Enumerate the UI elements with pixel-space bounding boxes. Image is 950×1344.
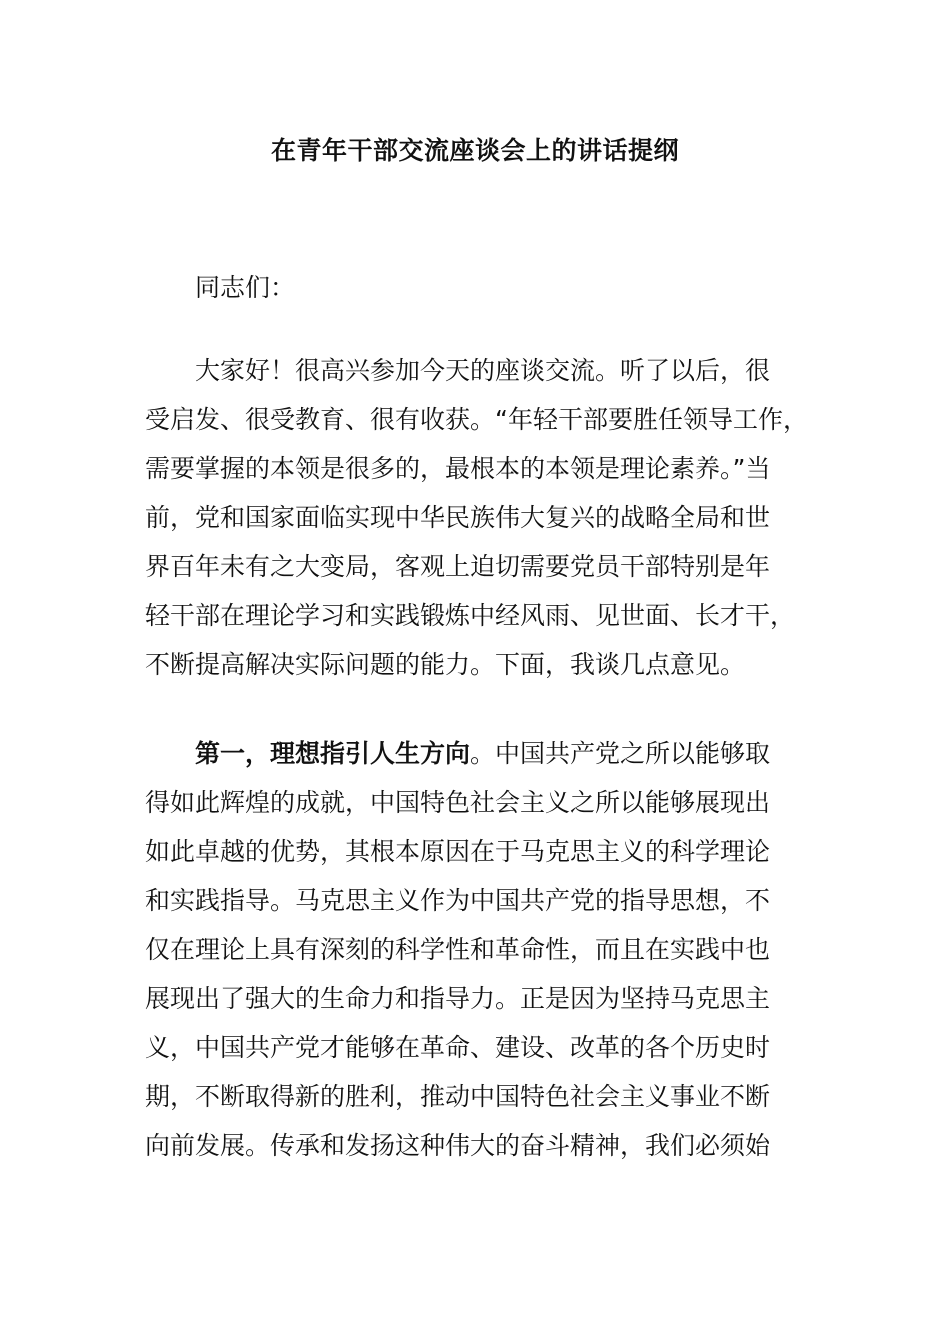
paragraph-first-line <box>145 729 825 778</box>
paragraph-opening <box>145 346 825 689</box>
paragraph-line: 展现出了强大的生命力和指导力。正是因为坚持马克思主 <box>145 984 771 1013</box>
paragraph-line: 和实践指导。马克思主义作为中国共产党的指导思想，不 <box>145 886 771 915</box>
paragraph-line: 向前发展。传承和发扬这种伟大的奋斗精神，我们必须始 <box>145 1131 771 1160</box>
paragraph-line: 前，党和国家面临实现中华民族伟大复兴的战略全局和世 <box>145 503 771 532</box>
paragraph-line: 得如此辉煌的成就，中国特色社会主义之所以能够展现出 <box>145 788 771 817</box>
salutation: 同志们： <box>195 273 296 302</box>
paragraph-line: 界百年未有之大变局，客观上迫切需要党员干部特别是年 <box>145 552 771 581</box>
paragraph-line: 不断提高解决实际问题的能力。下面，我谈几点意见。 <box>145 650 746 679</box>
paragraph-line: 需要掌握的本领是很多的，最根本的本领是理论素养。”当 <box>145 454 771 483</box>
paragraph-line: 仅在理论上具有深刻的科学性和革命性，而且在实践中也 <box>145 935 771 964</box>
document-title: 在青年干部交流座谈会上的讲话提纲 <box>270 136 679 165</box>
paragraph-section-one <box>145 729 825 1170</box>
paragraph-line: 受启发、很受教育、很有收获。“年轻干部要胜任领导工作， <box>145 405 808 434</box>
paragraph-line: 期，不断取得新的胜利，推动中国特色社会主义事业不断 <box>145 1082 771 1111</box>
paragraph-line: 义，中国共产党才能够在革命、建设、改革的各个历史时 <box>145 1033 771 1062</box>
paragraph-line-rest: 。中国共产党之所以能够取 <box>470 739 771 768</box>
paragraph-line: 轻干部在理论学习和实践锻炼中经风雨、见世面、长才干， <box>145 601 796 630</box>
paragraph-line: 大家好！很高兴参加今天的座谈交流。听了以后，很 <box>195 356 771 385</box>
section-heading: 第一，理想指引人生方向 <box>195 739 471 768</box>
paragraph-line: 如此卓越的优势，其根本原因在于马克思主义的科学理论 <box>145 837 771 866</box>
